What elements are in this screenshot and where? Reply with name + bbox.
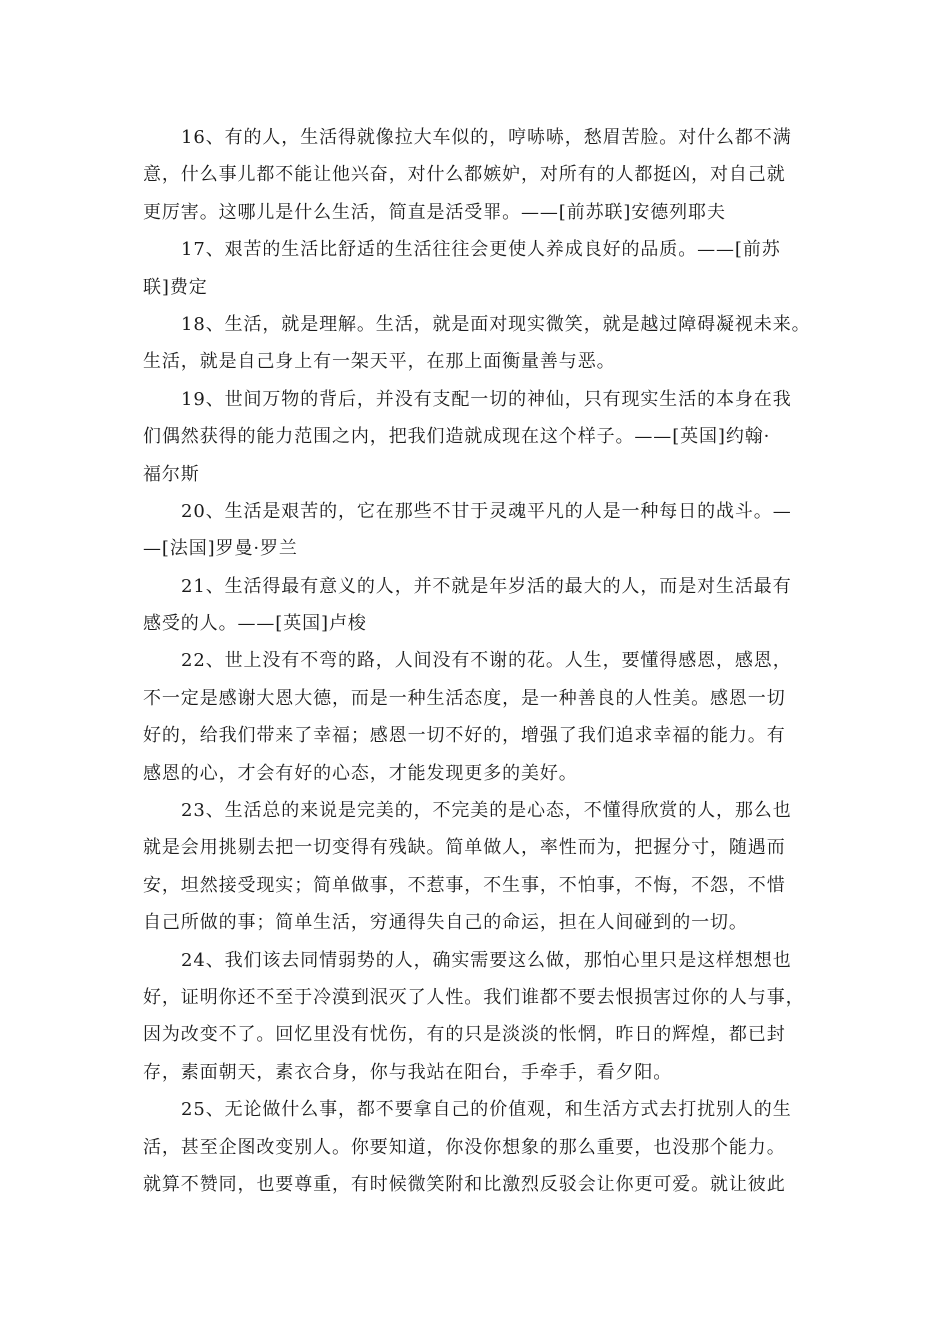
paragraph-line: 24、我们该去同情弱势的人，确实需要这么做，那怕心里只是这样想想也	[181, 949, 792, 971]
quote-paragraph-16	[143, 119, 808, 231]
paragraph-line: 更厉害。这哪儿是什么生活，简直是活受罪。——[前苏联]安德列耶夫	[143, 201, 726, 223]
quote-paragraph-24	[143, 942, 808, 1092]
paragraph-line: 20、生活是艰苦的，它在那些不甘于灵魂平凡的人是一种每日的战斗。—	[181, 500, 792, 522]
paragraph-line: 23、生活总的来说是完美的，不完美的是心态，不懂得欣赏的人，那么也	[181, 800, 792, 822]
paragraph-line: 感恩的心，才会有好的心态，才能发现更多的美好。	[143, 762, 578, 784]
paragraph-line: 意，什么事儿都不能让他兴奋，对什么都嫉妒，对所有的人都挺凶，对自己就	[143, 164, 786, 186]
paragraph-line: 福尔斯	[143, 463, 200, 485]
quote-paragraph-20	[143, 493, 808, 568]
paragraph-line: 不一定是感谢大恩大德，而是一种生活态度，是一种善良的人性美。感恩一切	[143, 687, 786, 709]
paragraph-line: —[法国]罗曼·罗兰	[143, 538, 298, 560]
paragraph-line: 感受的人。——[英国]卢梭	[143, 613, 367, 635]
quote-paragraph-22	[143, 642, 808, 792]
document-body	[143, 119, 811, 1203]
paragraph-line: 自己所做的事；简单生活，穷通得失自己的命运，担在人间碰到的一切。	[143, 912, 748, 934]
paragraph-line: 生活，就是自己身上有一架天平，在那上面衡量善与恶。	[143, 351, 616, 373]
paragraph-line: 们偶然获得的能力范围之内，把我们造就成现在这个样子。——[英国]约翰·	[143, 426, 771, 448]
quote-paragraph-17	[143, 231, 808, 306]
paragraph-line: 好，证明你还不至于冷漠到泯灭了人性。我们谁都不要去恨损害过你的人与事，	[143, 986, 805, 1008]
quote-paragraph-18	[143, 306, 811, 381]
paragraph-line: 就算不赞同，也要尊重，有时候微笑附和比激烈反驳会让你更可爱。就让彼此	[143, 1173, 786, 1195]
quote-paragraph-23	[143, 792, 808, 942]
paragraph-line: 存，素面朝天，素衣合身，你与我站在阳台，手牵手，看夕阳。	[143, 1061, 673, 1083]
paragraph-line: 22、世上没有不弯的路，人间没有不谢的花。人生，要懂得感恩，感恩，	[181, 650, 792, 672]
paragraph-line: 25、无论做什么事，都不要拿自己的价值观，和生活方式去打扰别人的生	[181, 1099, 792, 1121]
paragraph-line: 17、艰苦的生活比舒适的生活往往会更使人养成良好的品质。——[前苏	[181, 239, 781, 261]
paragraph-line: 21、生活得最有意义的人，并不就是年岁活的最大的人，而是对生活最有	[181, 575, 792, 597]
quote-paragraph-19	[143, 381, 808, 493]
paragraph-line: 联]费定	[143, 276, 208, 298]
paragraph-line: 16、有的人，生活得就像拉大车似的，哼哧哧，愁眉苦脸。对什么都不满	[181, 127, 792, 148]
quote-paragraph-21	[143, 568, 808, 643]
quote-paragraph-25	[143, 1091, 808, 1203]
paragraph-line: 就是会用挑剔去把一切变得有残缺。简单做人，率性而为，把握分寸，随遇而	[143, 837, 786, 859]
paragraph-line: 19、世间万物的背后，并没有支配一切的神仙，只有现实生活的本身在我	[181, 388, 792, 410]
paragraph-line: 好的，给我们带来了幸福；感恩一切不好的，增强了我们追求幸福的能力。有	[143, 725, 786, 747]
paragraph-line: 安，坦然接受现实；简单做事，不惹事，不生事，不怕事，不悔，不怨，不惜	[143, 874, 786, 896]
paragraph-line: 因为改变不了。回忆里没有忧伤，有的只是淡淡的怅惘，昨日的辉煌，都已封	[143, 1024, 786, 1046]
paragraph-line: 活，甚至企图改变别人。你要知道，你没你想象的那么重要，也没那个能力。	[143, 1136, 786, 1158]
paragraph-line: 18、生活，就是理解。生活，就是面对现实微笑，就是越过障碍凝视未来。	[181, 313, 811, 335]
